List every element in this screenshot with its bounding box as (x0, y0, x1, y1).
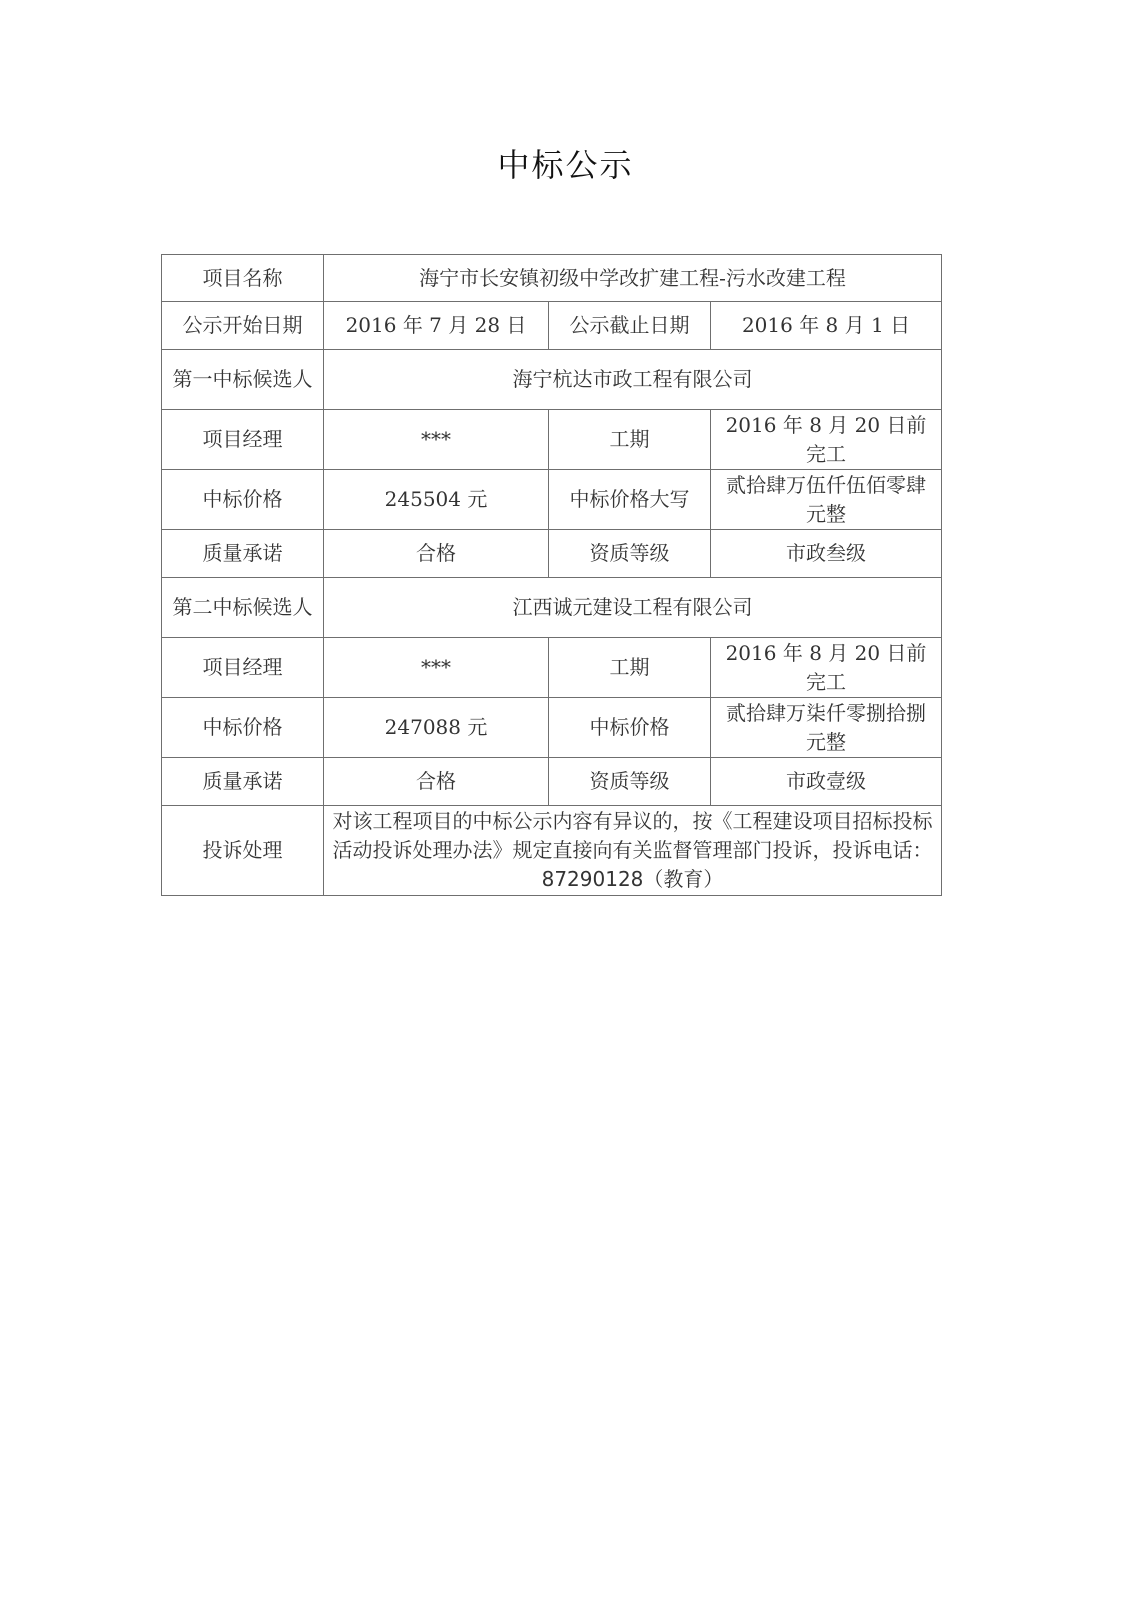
candidate-2-manager-label: 项目经理 (162, 638, 324, 698)
candidate-2-period-label: 工期 (549, 638, 711, 698)
candidate-2-row (162, 578, 942, 638)
candidate-1-manager-label: 项目经理 (162, 410, 324, 470)
candidate-2-quality-value: 合格 (324, 758, 549, 806)
candidate-1-quality-row (162, 530, 942, 578)
candidate-1-quality-value: 合格 (324, 530, 549, 578)
candidate-1-row (162, 350, 942, 410)
project-name-row (162, 255, 942, 302)
complaint-phone: 87290128 (541, 867, 644, 891)
candidate-2-quality-row (162, 758, 942, 806)
candidate-2-price-caps-value: 贰拾肆万柒仟零捌拾捌元整 (711, 698, 942, 758)
candidate-1-manager-value: *** (324, 410, 549, 470)
candidate-1-price-caps-label: 中标价格大写 (549, 470, 711, 530)
candidate-2-price-label: 中标价格 (162, 698, 324, 758)
candidate-2-manager-row (162, 638, 942, 698)
candidate-1-quality-label: 质量承诺 (162, 530, 324, 578)
candidate-1-company: 海宁杭达市政工程有限公司 (324, 350, 942, 410)
candidate-2-price-value: 247088 元 (324, 698, 549, 758)
candidate-2-title: 第二中标候选人 (162, 578, 324, 638)
candidate-2-price-caps-label: 中标价格 (549, 698, 711, 758)
candidate-1-period-label: 工期 (549, 410, 711, 470)
complaint-text: 对该工程项目的中标公示内容有异议的，按《工程建设项目招标投标活动投诉处理办法》规定直接向有关监督管理部门投诉，投诉电话： (332, 809, 933, 862)
candidate-1-price-label: 中标价格 (162, 470, 324, 530)
complaint-phone-note: （教育） (643, 867, 724, 891)
candidate-2-grade-value: 市政壹级 (711, 758, 942, 806)
candidate-1-manager-row (162, 410, 942, 470)
page-title: 中标公示 (497, 146, 634, 184)
complaint-label: 投诉处理 (162, 806, 324, 896)
candidate-2-manager-value: *** (324, 638, 549, 698)
end-date-value: 2016 年 8 月 1 日 (711, 302, 942, 350)
complaint-row (162, 806, 942, 896)
end-date-label: 公示截止日期 (549, 302, 711, 350)
candidate-2-price-row (162, 698, 942, 758)
bid-notice-table (161, 254, 942, 896)
project-name-label: 项目名称 (162, 255, 324, 302)
candidate-1-price-row (162, 470, 942, 530)
candidate-1-grade-label: 资质等级 (549, 530, 711, 578)
start-date-label: 公示开始日期 (162, 302, 324, 350)
candidate-2-company: 江西诚元建设工程有限公司 (324, 578, 942, 638)
candidate-1-grade-value: 市政叁级 (711, 530, 942, 578)
candidate-1-title: 第一中标候选人 (162, 350, 324, 410)
candidate-1-price-value: 245504 元 (324, 470, 549, 530)
project-name-value: 海宁市长安镇初级中学改扩建工程-污水改建工程 (324, 255, 942, 302)
complaint-text-cell (324, 806, 942, 896)
candidate-2-grade-label: 资质等级 (549, 758, 711, 806)
candidate-1-period-value: 2016 年 8 月 20 日前完工 (711, 410, 942, 470)
candidate-1-price-caps-value: 贰拾肆万伍仟伍佰零肆元整 (711, 470, 942, 530)
candidate-2-period-value: 2016 年 8 月 20 日前完工 (711, 638, 942, 698)
notice-dates-row (162, 302, 942, 350)
candidate-2-quality-label: 质量承诺 (162, 758, 324, 806)
start-date-value: 2016 年 7 月 28 日 (324, 302, 549, 350)
